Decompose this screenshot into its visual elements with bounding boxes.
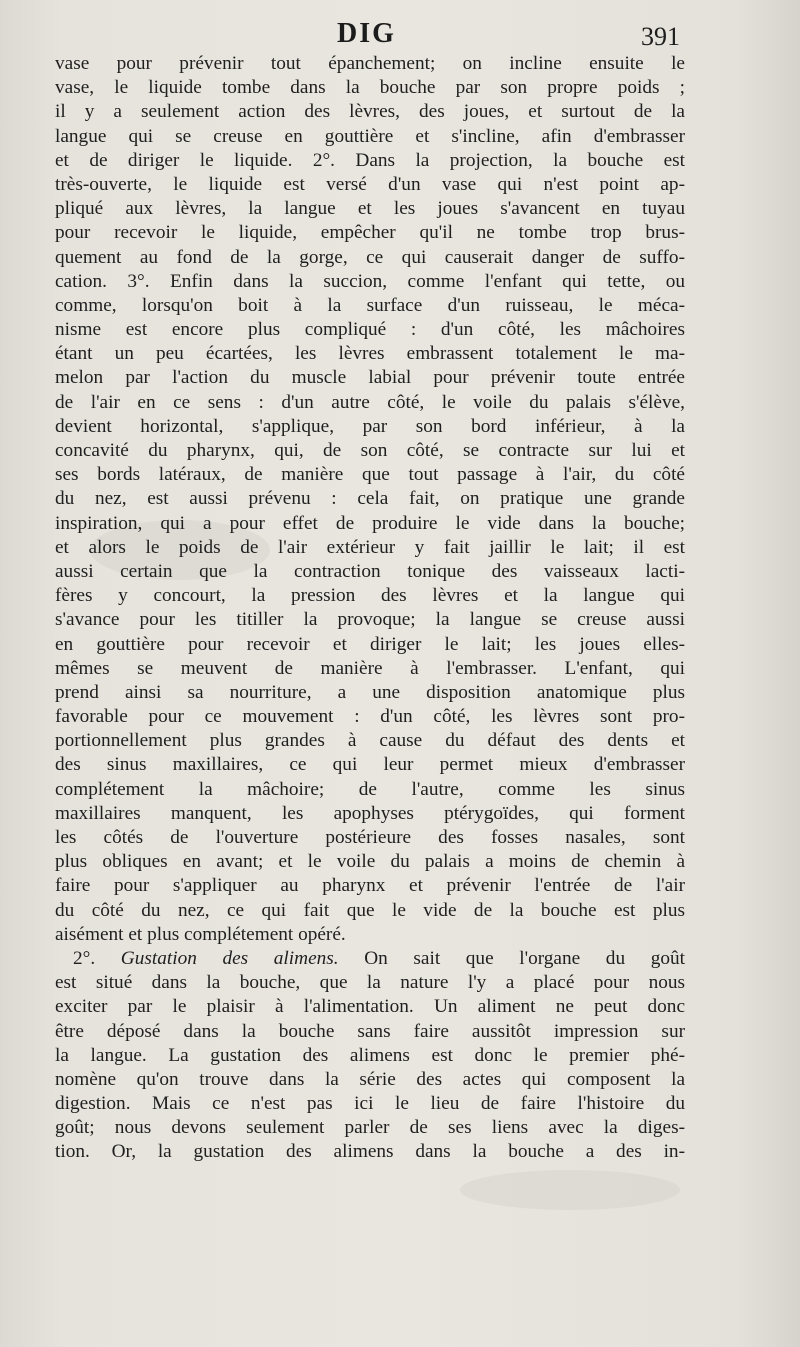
paragraph-end-line: aisément et plus complétement opéré. (55, 923, 346, 945)
section-first-line: On sait que l'organe du goût (364, 947, 685, 969)
text-line: portionnellement plus grandes à cause du défaut des dents et (55, 730, 685, 752)
text-line: plus obliques en avant; et le voile du palais a moins de chemin à (55, 851, 685, 873)
text-line: être déposé dans la bouche sans faire aussitôt impression sur (55, 1020, 685, 1042)
paper-stain (460, 1170, 680, 1210)
text-line: il y a seulement action des lèvres, des joues, et surtout de la (55, 101, 685, 123)
text-line: vase pour prévenir tout épanchement; on incline ensuite le (55, 53, 685, 74)
text-line: étant un peu écartées, les lèvres embrassent totalement le ma- (55, 343, 685, 365)
text-line: les côtés de l'ouverture postérieure des fosses nasales, sont (55, 827, 685, 848)
text-line: faire pour s'appliquer au pharynx et prévenir l'entrée de l'air (55, 875, 685, 897)
text-line: s'avance pour les titiller la provoque; la langue se creuse aussi (55, 609, 685, 631)
text-line: nomène qu'on trouve dans la série des actes qui composent la (55, 1068, 685, 1090)
text-line: vase, le liquide tombe dans la bouche par son propre poids ; (55, 77, 685, 99)
text-line: inspiration, qui a pour effet de produire le vide dans la bouche; (55, 512, 685, 534)
text-line: ses bords latéraux, de manière que tout passage à l'air, du côté (55, 464, 685, 486)
text-line: du nez, est aussi prévenu : cela fait, on pratique une grande (55, 488, 685, 510)
text-line: langue qui se creuse en gouttière et s'incline, afin d'embrasser (55, 125, 685, 147)
text-line: fères y concourt, la pression des lèvres et la langue qui (55, 585, 685, 607)
text-line: prend ainsi sa nourriture, a une disposition anatomique plus (55, 681, 685, 703)
text-line: et de diriger le liquide. 2°. Dans la projection, la bouche est (55, 149, 685, 171)
text-line: aussi certain que la contraction tonique des vaisseaux lacti- (55, 560, 685, 582)
section-heading: Gustation des alimens. (120, 947, 339, 969)
text-line: digestion. Mais ce n'est pas ici le lieu de faire l'histoire du (55, 1093, 685, 1115)
text-line: melon par l'action du muscle labial pour prévenir toute entrée (55, 367, 685, 389)
text-line: maxillaires manquent, les apophyses ptérygoïdes, qui forment (55, 802, 685, 824)
section-heading-line (55, 947, 685, 971)
text-line: des sinus maxillaires, ce qui leur permet mieux d'embrasser (55, 754, 685, 776)
text-line: favorable pour ce mouvement : d'un côté, les lèvres sont pro- (55, 706, 685, 728)
text-line: de l'air en ce sens : d'un autre côté, le voile du palais s'élève, (55, 391, 685, 413)
text-line: comme, lorsqu'on boit à la surface d'un ruisseau, le méca- (55, 294, 685, 316)
text-line: concavité du pharynx, qui, de son côté, se contracte sur lui et (55, 440, 685, 461)
text-line: goût; nous devons seulement parler de ses liens avec la diges- (55, 1117, 685, 1139)
text-line: devient horizontal, s'applique, par son bord inférieur, à la (55, 415, 685, 437)
text-line: très-ouverte, le liquide est versé d'un vase qui n'est point ap- (55, 173, 685, 195)
text-line: cation. 3°. Enfin dans la succion, comme l'enfant qui tette, ou (55, 270, 685, 292)
text-line: tion. Or, la gustation des alimens dans la bouche a des in- (55, 1141, 685, 1163)
text-line: exciter par le plaisir à l'alimentation. Un aliment ne peut donc (55, 996, 685, 1018)
text-line: quement au fond de la gorge, ce qui causerait danger de suffo- (55, 246, 685, 268)
text-line: et alors le poids de l'air extérieur y fait jaillir le lait; il est (55, 536, 685, 558)
text-line: complétement la mâchoire; de l'autre, comme les sinus (55, 778, 685, 800)
text-line: en gouttière pour recevoir et diriger le lait; les joues elles- (55, 633, 685, 655)
text-line: mêmes se meuvent de manière à l'embrasser. L'enfant, qui (55, 657, 685, 679)
text-line: nisme est encore plus compliqué : d'un côté, les mâchoires (55, 319, 685, 341)
section-number: 2°. (73, 947, 96, 969)
text-line: pour recevoir le liquide, empêcher qu'il ne tombe trop brus- (55, 222, 685, 244)
text-line: pliqué aux lèvres, la langue et les joues s'avancent en tuyau (55, 198, 685, 220)
page-number: 391 (641, 22, 680, 51)
text-line: du côté du nez, ce qui fait que le vide de la bouche est plus (55, 899, 685, 921)
running-head: DIG (337, 18, 396, 49)
text-line: la langue. La gustation des alimens est donc le premier phé- (55, 1044, 685, 1066)
body-text (55, 52, 685, 1165)
text-line: est situé dans la bouche, que la nature l'y a placé pour nous (55, 972, 685, 994)
